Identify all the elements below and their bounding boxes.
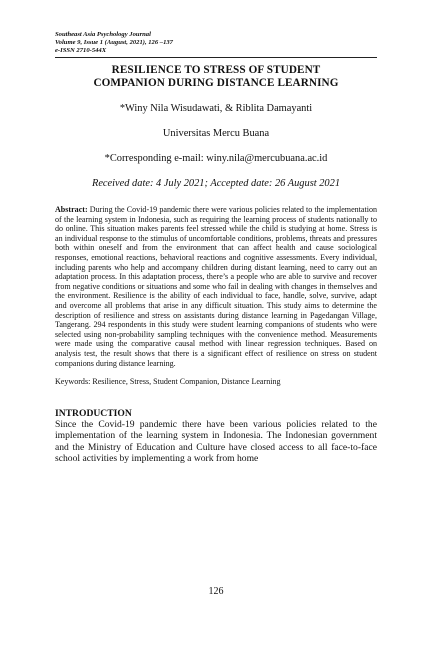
abstract-label: Abstract: [55, 205, 88, 214]
issn: e-ISSN 2710-544X [55, 47, 107, 54]
received-accepted-dates: Received date: 4 July 2021; Accepted date: 26 August 2021 [91, 178, 341, 189]
authors: *Winy Nila Wisudawati, & Riblita Damayanti [119, 103, 313, 114]
affiliation: Universitas Mercu Buana [162, 128, 270, 139]
page-number: 126 [208, 586, 224, 597]
header-rule [55, 57, 377, 58]
volume-info: Volume 9, Issue 1 (August, 2021), 126 –137 [55, 39, 173, 46]
paper-page [55, 31, 377, 465]
introduction-heading: INTRODUCTION [55, 407, 132, 419]
introduction-text: Since the Covid-19 pandemic there have been various policies related to the implementation of the learning system in Indonesia. The Indonesian government and the Ministry of Education and Culture have closed access to all face-to-face school activities by implementing a work from home [55, 418, 377, 465]
article-title [55, 64, 377, 90]
title-line-2: COMPANION DURING DISTANCE LEARNING [93, 77, 339, 89]
journal-name: Southeast Asia Psychology Journal [55, 31, 151, 38]
title-line-1: RESILIENCE TO STRESS OF STUDENT [111, 64, 321, 76]
corresponding-email: *Corresponding e-mail: winy.nila@mercubuana.ac.id [104, 153, 328, 164]
keywords: Keywords: Resilience, Stress, Student Companion, Distance Learning [55, 377, 281, 387]
abstract [55, 205, 377, 368]
abstract-text: During the Covid-19 pandemic there were various policies related to the implementation of the learning system in Indonesia, such as requiring the learning process of students nationally to do online. This situation makes parents feel stressed while the child is studying at home. Stress is an individual response to the stimulus of uncomfortable conditions, problems, threats and pressures both within oneself and from the environment that can affect health and cause sociological responses, emotional reactions, behavioral reactions and cognitive assessments. Every individual, including parents who help and accompany children during distant learning, need to carry out an adaptation process. In this adaptation process, there’s a people who are able to survive and recover from negative conditions or situations and some who fail in dealing with changes in themselves and the environment. Resilience is the ability of each individual to face, handle, solve, survive, adapt and overcome all problems that arise in any difficult situation. This study aims to determine the description of resilience and stress on assistants during distance learning in Pagedangan Village, Tangerang. 294 respondents in this study were student learning companions of students who were selected using non-probability sampling techniques with the convenience method. Measurements were made using the comparative causal method with linear regression techniques. Based on analysis test, the result shows that there is a significant effect of resilience on stress on student companions during distance learning. [55, 205, 377, 368]
